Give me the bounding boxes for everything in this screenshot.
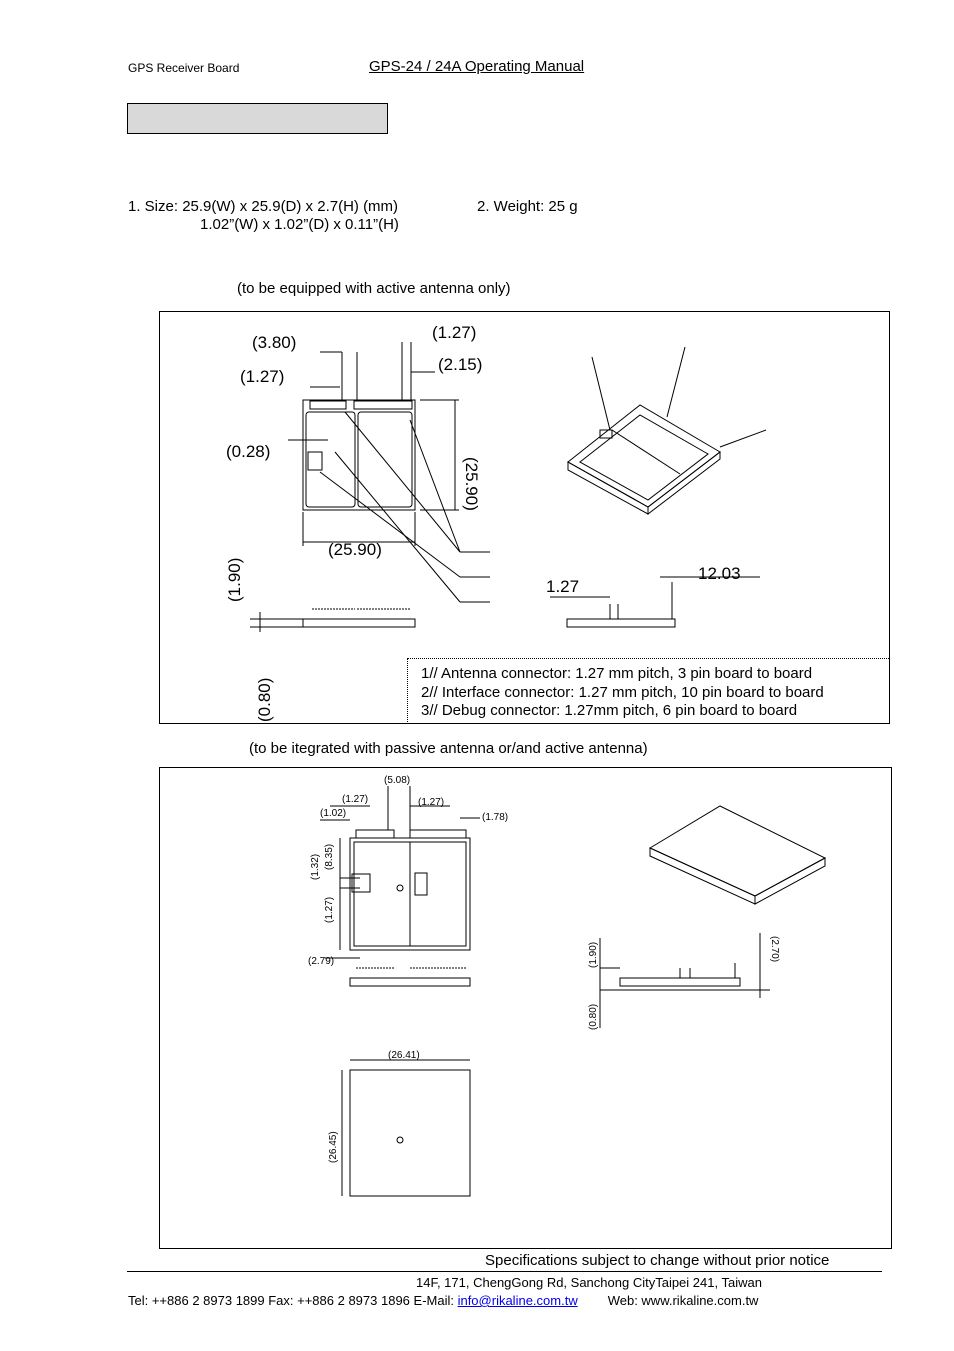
header-left-label: GPS Receiver Board — [128, 61, 240, 75]
fig1-legend-item-3: 3// Debug connector: 1.27mm pitch, 6 pin board to board — [421, 702, 798, 719]
footer-notice: Specifications subject to change without prior notice — [485, 1252, 830, 1269]
fig1-side-board — [303, 619, 415, 627]
fig2-iso-board — [650, 806, 825, 896]
fig1-legend — [407, 658, 890, 724]
fig2-dim-127c: (1.27) — [324, 896, 335, 923]
fig1-dim-127c: 1.27 — [546, 577, 580, 596]
footer-address: 14F, 171, ChengGong Rd, Sanchong CityTaipei 241, Taiwan — [416, 1275, 762, 1290]
fig2-shield-right — [410, 842, 466, 946]
fig1-dim-380: (3.80) — [252, 333, 297, 352]
fig2-dim-132: (1.32) — [310, 853, 321, 880]
fig1-dim-190: (1.90) — [225, 557, 244, 602]
fig2-dim-835: (8.35) — [324, 843, 335, 870]
fig1-legend-item-2: 2// Interface connector: 1.27 mm pitch, 10 pin board to board — [421, 683, 824, 701]
fig2-dim-508: (5.08) — [384, 775, 411, 786]
fig2-dim-127b: (1.27) — [418, 797, 445, 808]
figure2-caption: (to be itegrated with passive antenna or/and active antenna) — [249, 740, 648, 757]
fig2-dim-127a: (1.27) — [342, 794, 369, 805]
spec-size: 1. Size: 25.9(W) x 25.9(D) x 2.7(H) (mm) — [128, 198, 399, 215]
spec-size-inch: 1.02”(W) x 1.02”(D) x 0.11”(H) — [200, 216, 399, 233]
fig1-side-board-right — [567, 619, 675, 627]
fig1-dim-2590h: (25.90) — [462, 457, 481, 511]
footer-web: Web: www.rikaline.com.tw — [607, 1293, 759, 1308]
fig1-header-right — [354, 401, 412, 409]
fig2-dim-270: (2.70) — [769, 936, 780, 963]
fig1-board-outline — [303, 400, 415, 510]
fig1-iso-board — [568, 405, 720, 507]
footer-divider — [127, 1271, 882, 1272]
fig2-dim-178: (1.78) — [482, 812, 509, 823]
fig2-dim-279: (2.79) — [308, 956, 335, 967]
fig2-dim-2641: (26.41) — [388, 1050, 420, 1061]
fig1-dim-127b: (1.27) — [240, 367, 285, 386]
fig1-header-left — [310, 401, 346, 409]
fig1-dim-2590w: (25.90) — [328, 540, 382, 559]
figure2-drawing — [159, 767, 892, 1249]
footer-email-link[interactable]: info@rikaline.com.tw — [457, 1293, 578, 1308]
fig1-dim-080: (0.80) — [255, 677, 274, 722]
fig2-bottom-view — [350, 1070, 470, 1196]
footer-contact — [128, 1293, 758, 1308]
fig1-dim-1203: 12.03 — [698, 564, 741, 583]
section-heading-box — [127, 103, 388, 134]
fig1-shield-right — [358, 412, 412, 507]
fig2-dim-080: (0.80) — [588, 1003, 599, 1030]
fig1-antenna-connector — [308, 452, 322, 470]
fig2-shield-left — [354, 842, 410, 946]
document-title: GPS-24 / 24A Operating Manual — [369, 58, 585, 75]
fig1-legend-item-1: 1// Antenna connector: 1.27 mm pitch, 3 pin board to board — [421, 665, 813, 682]
figure1-drawing — [159, 311, 890, 724]
spec-weight: 2. Weight: 25 g — [477, 198, 578, 215]
fig1-dim-028: (0.28) — [226, 442, 271, 461]
figure2-svg — [160, 768, 892, 1249]
fig1-dim-215: (2.15) — [438, 355, 483, 374]
fig2-dim-190: (1.90) — [588, 941, 599, 968]
footer-contact-prefix: Tel: ++886 2 8973 1899 Fax: ++886 2 8973 1896 E-Mail: — [128, 1293, 458, 1308]
fig2-dim-2645: (26.45) — [328, 1131, 339, 1163]
fig1-dim-127a: (1.27) — [432, 323, 477, 342]
figure1-caption: (to be equipped with active antenna only) — [237, 280, 511, 297]
fig2-dim-102: (1.02) — [320, 808, 347, 819]
